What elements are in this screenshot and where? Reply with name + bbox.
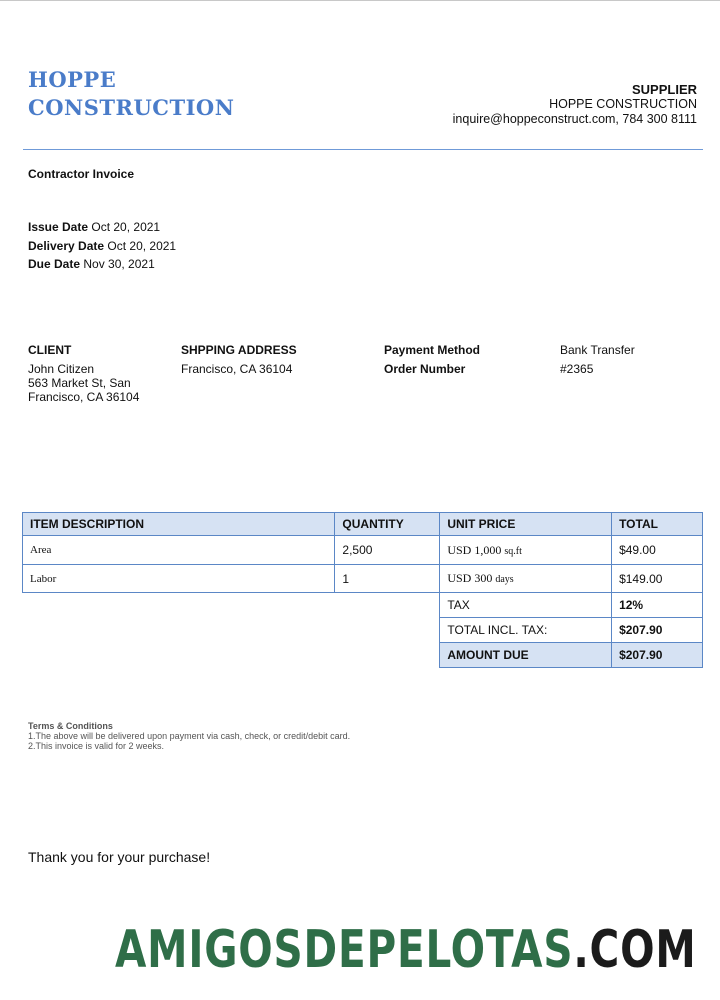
header-item-description: ITEM DESCRIPTION <box>23 513 335 536</box>
client-address-line2: Francisco, CA 36104 <box>28 390 140 404</box>
tax-label: TAX <box>440 593 612 618</box>
client-name: John Citizen <box>28 362 95 376</box>
header-divider <box>23 149 703 150</box>
watermark-main: AMIGOSDEPELOTAS <box>114 920 573 980</box>
delivery-date-row <box>28 237 176 256</box>
delivery-date-value: Oct 20, 2021 <box>107 238 177 253</box>
logo-line-1: HOPPE <box>28 67 117 92</box>
item-unit-price: USD 300 <box>447 571 493 585</box>
item-quantity: 2,500 <box>335 536 440 565</box>
shipping-address: Francisco, CA 36104 <box>181 362 293 376</box>
amount-due-value: $207.90 <box>612 643 703 668</box>
item-quantity: 1 <box>335 565 440 593</box>
item-unit-price-cell <box>440 565 612 593</box>
header-quantity: QUANTITY <box>335 513 440 536</box>
item-unit-price-cell <box>440 536 612 565</box>
watermark-suffix: .COM <box>572 920 696 980</box>
client-details <box>28 362 139 404</box>
top-border <box>0 0 720 1</box>
table-row <box>23 536 703 565</box>
item-unit: days <box>495 574 514 585</box>
item-total: $49.00 <box>612 536 703 565</box>
issue-date-row <box>28 218 176 237</box>
item-unit: sq.ft <box>504 545 522 557</box>
terms-heading: Terms & Conditions <box>28 721 113 731</box>
item-total: $149.00 <box>612 565 703 593</box>
client-address-line1: 563 Market St, San <box>28 376 131 390</box>
company-logo <box>28 66 268 122</box>
due-date-value: Nov 30, 2021 <box>83 257 155 271</box>
payment-method-label: Payment Method <box>384 343 481 357</box>
header-total: TOTAL <box>612 513 703 536</box>
dates-block <box>28 218 176 274</box>
order-number-value: #2365 <box>560 362 594 376</box>
thank-you-note: Thank you for your purchase! <box>28 849 211 865</box>
table-header-row <box>23 513 703 536</box>
terms-line-1: 1.The above will be delivered upon payment via cash, check, or credit/debit card. <box>28 731 351 741</box>
terms-line-2: 2.This invoice is valid for 2 weeks. <box>28 741 165 751</box>
supplier-block <box>453 82 697 127</box>
tax-value: 12% <box>612 593 703 618</box>
due-date-label: Due Date <box>28 257 81 271</box>
terms-block <box>28 721 350 751</box>
issue-date-value: Oct 20, 2021 <box>91 220 161 234</box>
total-incl-tax-label: TOTAL INCL. TAX: <box>440 618 612 643</box>
header-unit-price: UNIT PRICE <box>440 513 612 536</box>
logo-line-2: CONSTRUCTION <box>28 95 235 120</box>
due-date-row <box>28 255 176 274</box>
item-unit-price: USD 1,000 <box>447 542 502 557</box>
items-table <box>22 512 703 668</box>
item-description: Labor <box>23 565 335 593</box>
summary-row-amount-due <box>23 643 703 668</box>
total-incl-tax-value: $207.90 <box>612 618 703 643</box>
watermark <box>115 918 696 982</box>
supplier-heading: SUPPLIER <box>631 82 697 97</box>
delivery-date-label: Delivery Date <box>28 238 105 253</box>
amount-due-label: AMOUNT DUE <box>440 643 612 668</box>
summary-row-total <box>23 618 703 643</box>
issue-date-label: Issue Date <box>28 220 89 234</box>
supplier-contact: inquire@hoppeconstruct.com, 784 300 8111 <box>452 112 697 126</box>
table-row <box>23 565 703 593</box>
client-heading: CLIENT <box>28 343 72 357</box>
item-description: Area <box>23 536 335 565</box>
shipping-heading: SHPPING ADDRESS <box>181 343 297 357</box>
document-title: Contractor Invoice <box>28 167 135 181</box>
supplier-name: HOPPE CONSTRUCTION <box>549 97 697 111</box>
summary-row-tax <box>23 593 703 618</box>
order-number-label: Order Number <box>384 362 466 376</box>
payment-method-value: Bank Transfer <box>560 343 635 357</box>
